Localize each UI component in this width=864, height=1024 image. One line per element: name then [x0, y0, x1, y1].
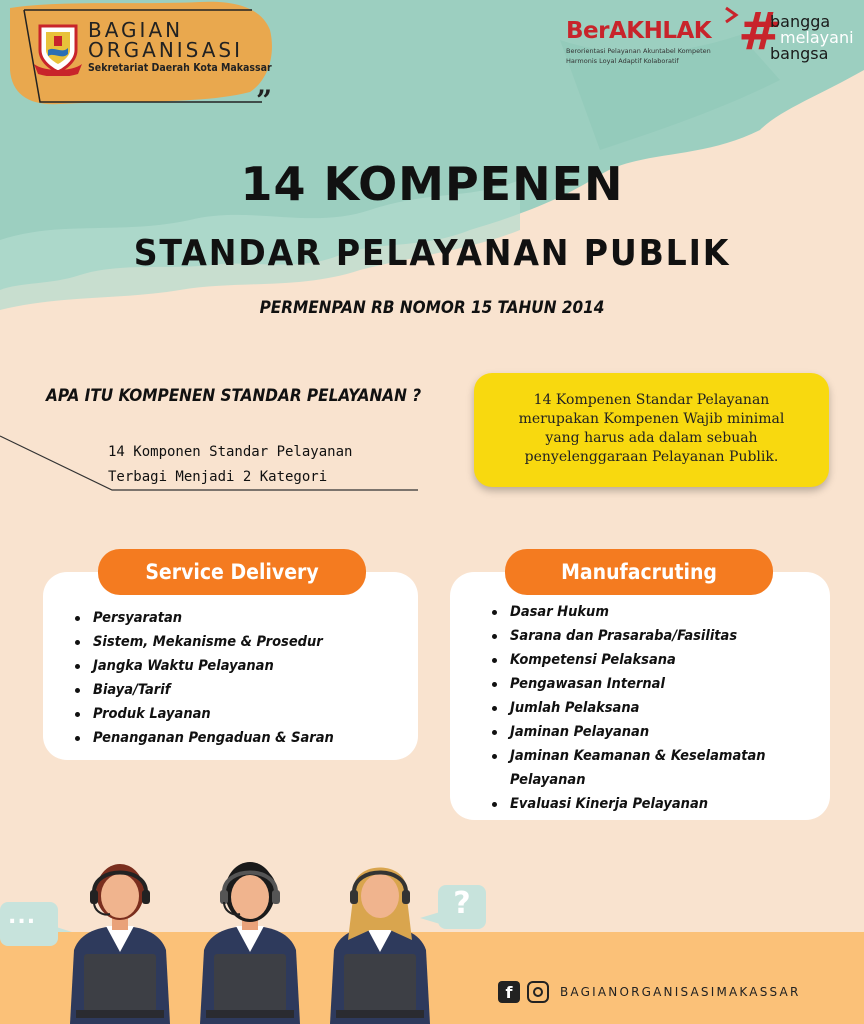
bullet-icon: [75, 736, 80, 741]
bullet-icon: [492, 706, 497, 711]
bullet-icon: [75, 616, 80, 621]
list-item: [492, 720, 822, 744]
list-item-label: Produk Layanan: [93, 706, 211, 722]
agent-1-figure: [70, 864, 170, 1024]
list-item: [75, 606, 334, 630]
service-delivery-title: Service Delivery: [98, 549, 366, 595]
list-item: [492, 624, 822, 648]
social-handle[interactable]: BAGIANORGANISASIMAKASSAR: [560, 985, 801, 999]
berakhlak-logo-text: BerAKHLAK: [566, 18, 712, 44]
list-item: [492, 792, 822, 816]
definition-line: 14 Kompenen Standar Pelayanan: [533, 392, 770, 408]
list-item-label: Sarana dan Prasaraba/Fasilitas: [510, 628, 738, 644]
list-item: [492, 600, 822, 624]
slogan-word-1: bangga: [770, 12, 831, 31]
list-item: [75, 702, 334, 726]
bullet-icon: [492, 682, 497, 687]
list-item-label: Pengawasan Internal: [510, 676, 665, 692]
instagram-icon[interactable]: [527, 981, 549, 1003]
call-center-agents-illustration: [60, 840, 440, 1024]
org-name-line1: BAGIAN: [88, 18, 184, 42]
definition-line: merupakan Kompenen Wajib minimal: [518, 411, 785, 427]
slogan-word-3: bangsa: [770, 44, 829, 63]
bullet-icon: [492, 610, 497, 615]
bullet-icon: [492, 730, 497, 735]
hashtag-icon: #: [738, 2, 782, 62]
bullet-icon: [492, 754, 497, 759]
intro-line-1: 14 Komponen Standar Pelayanan: [108, 444, 353, 460]
list-item-label: Sistem, Mekanisme & Prosedur: [93, 634, 323, 650]
berakhlak-values-line2: Harmonis Loyal Adaptif Kolaboratif: [566, 57, 679, 65]
list-item-label: Evaluasi Kinerja Pelayanan: [510, 796, 709, 812]
org-subtitle: Sekretariat Daerah Kota Makassar: [88, 62, 272, 74]
bullet-icon: [492, 634, 497, 639]
question-mark-icon: ?: [453, 886, 471, 921]
makassar-emblem-icon: [34, 20, 82, 76]
list-item-label: Dasar Hukum: [510, 604, 609, 620]
main-title: 14 KOMPENEN: [240, 157, 624, 211]
list-item-label: Jaminan Pelayanan: [510, 724, 650, 740]
service-delivery-list: [75, 606, 334, 750]
bullet-icon: [492, 802, 497, 807]
definition-text: [474, 391, 829, 467]
list-item-label: Penanganan Pengaduan & Saran: [93, 730, 334, 746]
list-item: [492, 744, 800, 792]
bullet-icon: [75, 640, 80, 645]
quote-mark: ”: [256, 84, 273, 117]
list-item: [492, 648, 822, 672]
list-item-label: Kompetensi Pelaksana: [510, 652, 676, 668]
bullet-icon: [492, 658, 497, 663]
slogan-word-2: melayani: [780, 28, 854, 47]
list-item: [75, 630, 334, 654]
definition-line: penyelenggaraan Pelayanan Publik.: [524, 449, 779, 465]
bullet-icon: [75, 664, 80, 669]
manufacturing-title: Manufacruting: [505, 549, 773, 595]
bullet-icon: [75, 712, 80, 717]
facebook-icon[interactable]: f: [498, 981, 520, 1003]
list-item: [75, 678, 334, 702]
definition-line: yang harus ada dalam sebuah: [545, 430, 758, 446]
list-item: [492, 696, 822, 720]
list-item: [492, 672, 822, 696]
org-name-line2: ORGANISASI: [88, 38, 244, 62]
intro-line-2: Terbagi Menjadi 2 Kategori: [108, 469, 328, 485]
list-item: [75, 726, 334, 750]
speech-bubble-dots: ...: [8, 904, 37, 929]
manufacturing-list: [492, 600, 822, 816]
list-item-label: Biaya/Tarif: [93, 682, 171, 698]
agent-2-figure: [200, 862, 300, 1024]
berakhlak-values-line1: Berorientasi Pelayanan Akuntabel Kompeten: [566, 47, 711, 55]
list-item-label: Persyaratan: [93, 610, 183, 626]
agent-3-figure: [330, 868, 430, 1024]
regulation-reference: PERMENPAN RB NOMOR 15 TAHUN 2014: [259, 298, 605, 318]
intro-question: APA ITU KOMPENEN STANDAR PELAYANAN ?: [46, 386, 422, 406]
list-item-label: Jangka Waktu Pelayanan: [93, 658, 274, 674]
list-item-label: Jumlah Pelaksana: [510, 700, 640, 716]
list-item-label: Jaminan Keamanan & Keselamatan Pelayanan: [510, 748, 766, 788]
list-item: [75, 654, 334, 678]
bullet-icon: [75, 688, 80, 693]
main-subtitle: STANDAR PELAYANAN PUBLIK: [133, 233, 731, 274]
